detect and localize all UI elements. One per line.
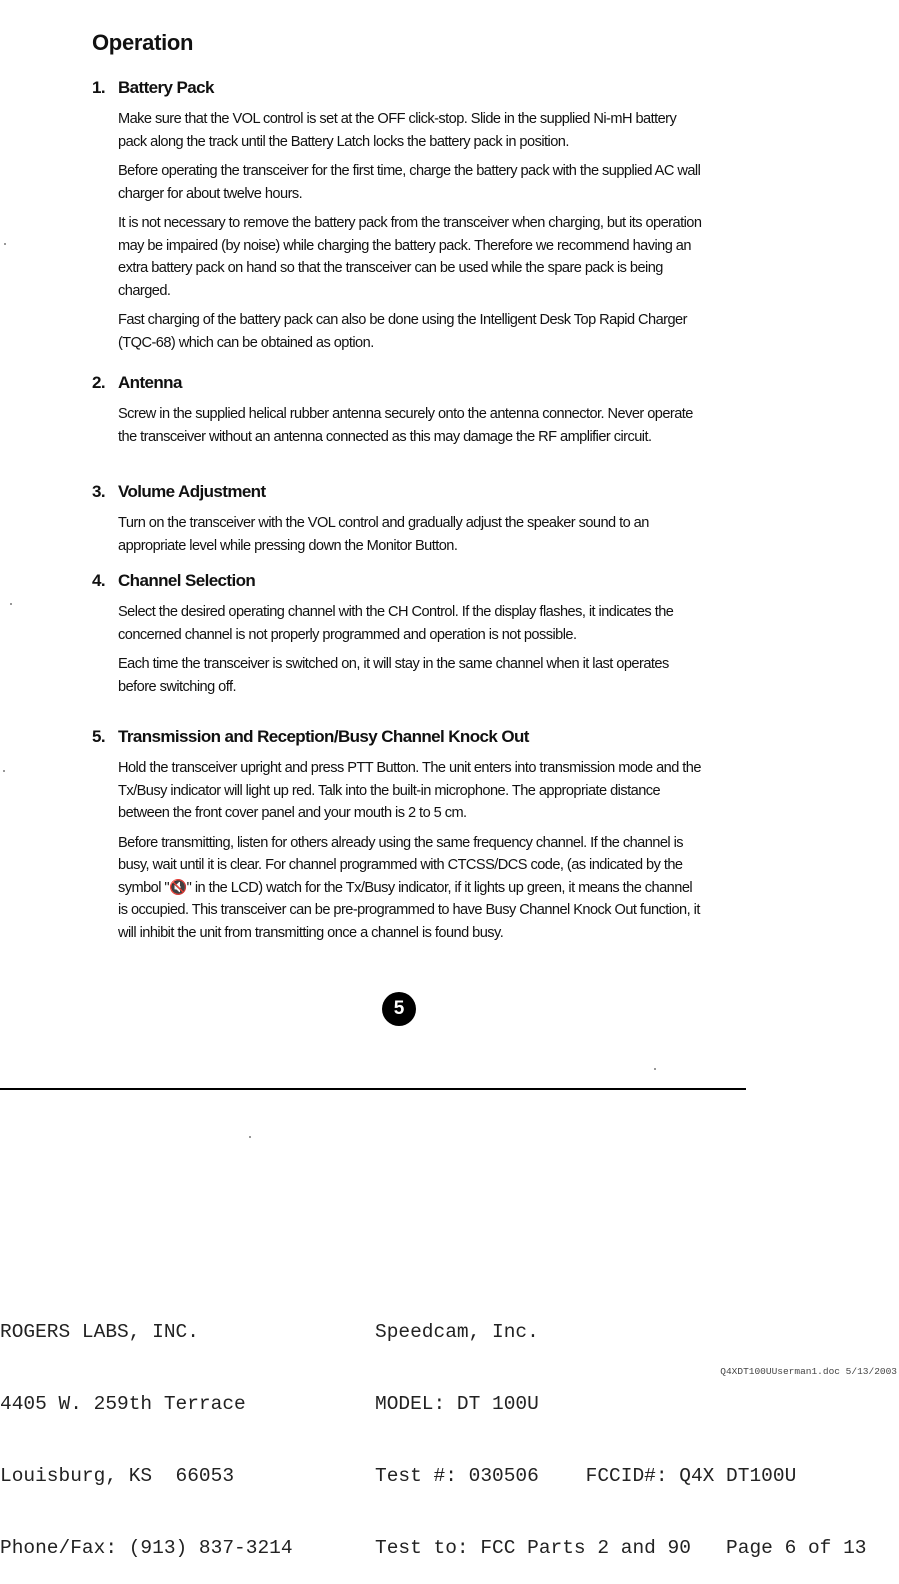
section-heading	[92, 571, 702, 591]
section-battery-pack	[92, 78, 702, 361]
paragraph: Make sure that the VOL control is set at the OFF click-stop. Slide in the supplied Ni-mH battery pack along the track until the Battery Latch locks the battery pack in position.	[118, 111, 677, 150]
section-heading	[92, 727, 702, 747]
section-heading	[92, 373, 702, 393]
horizontal-divider	[0, 1088, 746, 1090]
paragraph: Hold the transceiver upright and press PTT Button. The unit enters into transmission mode and the Tx/Busy indicator will light up red. Talk into the built-in microphone. The appropriate distance between the front cover panel and your mouth is 2 to 5 cm.	[118, 760, 701, 821]
paragraph: Each time the transceiver is switched on, it will stay in the same channel when it last operates before switching off.	[118, 656, 669, 695]
paragraph: It is not necessary to remove the battery pack from the transceiver when charging, but its operation may be impaired (by noise) while charging the battery pack. Therefore we recommend having an extra battery pack on hand so that the transceiver can be used while the spare pack is being charged.	[118, 215, 702, 299]
section-transmission-reception	[92, 727, 702, 951]
paragraph: Turn on the transceiver with the VOL control and gradually adjust the speaker sound to an appropriate level while pressing down the Monitor Button.	[118, 515, 649, 554]
footer-line: MODEL: DT 100U	[375, 1393, 539, 1415]
section-antenna	[92, 373, 702, 455]
paragraph: Screw in the supplied helical rubber antenna securely onto the antenna connector. Never operate the transceiver without an antenna connected as this may damage the RF amplifier circuit.	[118, 406, 693, 445]
section-title: Battery Pack	[118, 78, 214, 97]
section-volume-adjustment	[92, 482, 702, 564]
paragraph: Fast charging of the battery pack can also be done using the Intelligent Desk Top Rapid Charger (TQC-68) which can be obtained as option.	[118, 312, 687, 351]
section-heading	[92, 78, 702, 98]
section-heading	[92, 482, 702, 502]
section-number: 4.	[92, 571, 105, 590]
scan-speck	[3, 770, 5, 772]
scan-speck	[249, 1136, 251, 1138]
footer-line: Test #: 030506 FCCID#: Q4X DT100U	[375, 1465, 797, 1487]
paragraph: Select the desired operating channel with the CH Control. If the display flashes, it indicates the concerned channel is not properly programmed and operation is not possible.	[118, 604, 674, 643]
section-channel-selection	[92, 571, 702, 705]
footer-line: Test to: FCC Parts 2 and 90 Page 6 of 13	[375, 1537, 867, 1559]
footer-line: Speedcam, Inc.	[375, 1321, 539, 1343]
footer-line: Phone/Fax: (913) 837-3214	[0, 1537, 293, 1559]
paragraph: Before transmitting, listen for others already using the same frequency channel. If the channel is busy, wait until it is clear. For channel programmed with CTCSS/DCS code, (as indicated by the symbol "🔇" in the LCD) watch for the Tx/Busy indicator, if it lights up green, it means the channel is occupied. This transceiver can be pre-programmed to have Busy Channel Knock Out function, it will inhibit the unit from transmitting once a channel is found busy.	[118, 834, 700, 941]
paragraph: Before operating the transceiver for the first time, charge the battery pack with the supplied AC wall charger for about twelve hours.	[118, 163, 701, 202]
section-number: 1.	[92, 78, 105, 97]
section-number: 5.	[92, 727, 105, 746]
section-title: Channel Selection	[118, 571, 256, 590]
footer-line: 4405 W. 259th Terrace	[0, 1393, 246, 1415]
page-number-badge: 5	[382, 992, 416, 1026]
footer-line: Louisburg, KS 66053	[0, 1465, 235, 1487]
document-stamp: Q4XDT100UUserman1.doc 5/13/2003	[720, 1366, 897, 1377]
footer-test-info	[375, 1272, 866, 1584]
scan-speck	[10, 603, 12, 605]
section-title: Volume Adjustment	[118, 482, 266, 501]
section-number: 3.	[92, 482, 105, 501]
scan-speck	[4, 243, 6, 245]
section-title: Antenna	[118, 373, 182, 392]
section-title: Transmission and Reception/Busy Channel Knock Out	[118, 727, 529, 746]
footer-lab-info	[0, 1272, 293, 1584]
scan-speck	[654, 1068, 656, 1070]
page-title: Operation	[92, 30, 194, 55]
section-number: 2.	[92, 373, 105, 392]
footer-line: ROGERS LABS, INC.	[0, 1321, 199, 1343]
